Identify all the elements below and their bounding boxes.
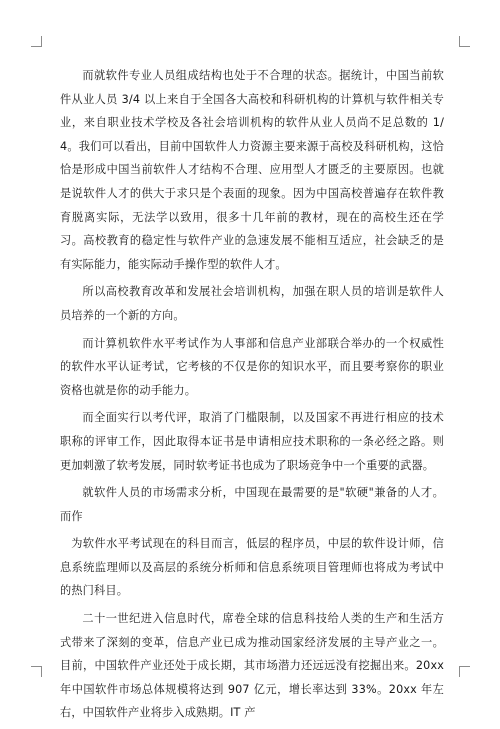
crop-mark-bottom-right — [459, 666, 470, 677]
paragraph-exam-subjects: 为软件水平考试现在的科目而言，低层的程序员，中层的软件设计师，信息系统监理师以及高层的系统分析师和信息系统项目管理师也将成为考试中的热门科目。 — [60, 537, 444, 598]
paragraph-exam-authority: 而计算机软件水平考试作为人事部和信息产业部联合举办的一个权威性的软件水平认证考试，它考核的不仅是你的知识水平，而且要考察你的职业资格也就是你的动手能力。 — [60, 336, 444, 397]
crop-mark-top-left — [31, 36, 42, 47]
paragraph-training-direction: 所以高校教育改革和发展社会培训机构，加强在职人员的培训是软件人员培养的一个新的方向。 — [60, 285, 444, 322]
crop-mark-bottom-left — [31, 666, 42, 677]
crop-mark-top-right — [459, 36, 470, 47]
paragraph-exam-certification: 而全面实行以考代评，取消了门槛限制，以及国家不再进行相应的技术职称的评审工作，因此取得本证书是申请相应技术职称的一条必经之路。则更加刺激了软考发展，同时软考证书也成为了职场竞争中一个重要的武器。 — [60, 411, 444, 472]
paragraph-industry-outlook: 二十一世纪进入信息时代，席卷全球的信息科技给人类的生产和生活方式带来了深刻的变革，信息产业已成为推动国家经济发展的主导产业之一。目前，中国软件产业还处于成长期，其市场潜力还远远没有挖掘出来。20xx 年中国软件市场总体规模将达到 907 亿元，增长率达到 33%。20xx 年左右，中国软件产业将步入成熟期。IT 产 — [60, 612, 444, 720]
document-body — [60, 64, 444, 729]
paragraph-market-demand: 就软件人员的市场需求分析，中国现在最需要的是"软硬"兼备的人才。而作 — [60, 486, 444, 523]
paragraph-talent-structure: 而就软件专业人员组成结构也处于不合理的状态。据统计，中国当前软件从业人员 3/4 以上来自于全国各大高校和科研机构的计算机与软件相关专业，来自职业技术学校及各社会培训机构的软件从业人员尚不足总数的 1/4。我们可以看出，目前中国软件人力资源主要来源于高校及科研机构，这恰恰是形成中国当前软件人才结构不合理、应用型人才匮乏的主要原因。也就是说软件人才的供大于求只是个表面的现象。因为中国高校普遍存在软件教育脱离实际，无法学以致用，很多十几年前的教材，现在的高校生还在学习。高校教育的稳定性与软件产业的急速发展不能相互适应，社会缺乏的是有实际能力，能实际动手操作型的软件人才。 — [60, 69, 444, 271]
